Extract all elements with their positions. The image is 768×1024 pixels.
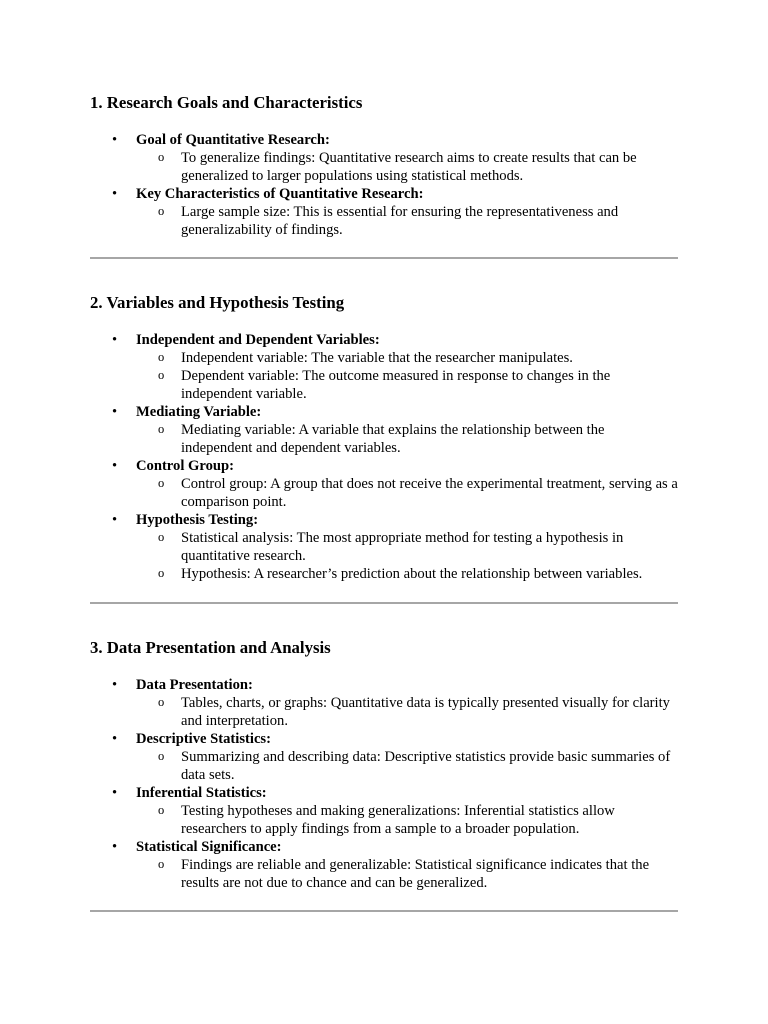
section-3 — [90, 638, 678, 892]
bullet-label: • Mediating Variable: — [136, 404, 262, 420]
sub-item: o Hypothesis: A researcher’s prediction about the relationship between variables. — [136, 565, 678, 583]
bullet-label: • Inferential Statistics: — [136, 785, 267, 801]
bullet-label: • Data Presentation: — [136, 677, 253, 693]
sub-list — [136, 149, 678, 185]
sub-item: o Testing hypotheses and making generalizations: Inferential statistics allow researchers to apply findings from a sample to a broader population. — [136, 802, 678, 838]
section-2 — [90, 293, 678, 583]
bullet-item — [90, 131, 678, 185]
section-1 — [90, 93, 678, 239]
bullet-item — [90, 185, 678, 239]
bullet-label: • Statistical Significance: — [136, 839, 282, 855]
sub-list — [136, 475, 678, 511]
bullet-item — [90, 838, 678, 892]
section-heading: 3. Data Presentation and Analysis — [90, 638, 331, 657]
sub-list — [136, 802, 678, 838]
sub-list — [136, 421, 678, 457]
horizontal-rule — [90, 257, 678, 259]
sub-item: o Control group: A group that does not receive the experimental treatment, serving as a comparison point. — [136, 475, 678, 511]
bullet-label: • Goal of Quantitative Research: — [136, 132, 330, 148]
sub-item: o Large sample size: This is essential for ensuring the representativeness and generalizability of findings. — [136, 203, 678, 239]
bullet-item — [90, 457, 678, 511]
bullet-label: • Key Characteristics of Quantitative Research: — [136, 186, 424, 202]
bullet-item — [90, 784, 678, 838]
sub-list — [136, 203, 678, 239]
sub-item: o Findings are reliable and generalizable: Statistical significance indicates that the results are not due to chance and can be generalized. — [136, 856, 678, 892]
section-heading: 2. Variables and Hypothesis Testing — [90, 293, 345, 312]
sub-item: o Summarizing and describing data: Descriptive statistics provide basic summaries of data sets. — [136, 748, 678, 784]
bullet-label: • Descriptive Statistics: — [136, 731, 271, 747]
sub-list — [136, 349, 678, 403]
bullet-item — [90, 511, 678, 583]
bullet-label: • Independent and Dependent Variables: — [136, 332, 380, 348]
sub-item: o Statistical analysis: The most appropriate method for testing a hypothesis in quantitative research. — [136, 529, 678, 565]
bullet-label: • Hypothesis Testing: — [136, 512, 259, 528]
bullet-list — [90, 331, 678, 583]
bullet-item — [90, 331, 678, 403]
sub-item: o Independent variable: The variable that the researcher manipulates. — [136, 349, 678, 367]
sub-item: o To generalize findings: Quantitative research aims to create results that can be generalized to larger populations using statistical methods. — [136, 149, 678, 185]
bullet-item — [90, 676, 678, 730]
section-heading: 1. Research Goals and Characteristics — [90, 93, 363, 112]
bullet-label: • Control Group: — [136, 458, 234, 474]
bullet-list — [90, 131, 678, 239]
bullet-item — [90, 730, 678, 784]
sub-item: o Dependent variable: The outcome measured in response to changes in the independent variable. — [136, 367, 678, 403]
bullet-item — [90, 403, 678, 457]
sub-item: o Tables, charts, or graphs: Quantitative data is typically presented visually for clarity and interpretation. — [136, 694, 678, 730]
sub-list — [136, 694, 678, 730]
sub-item: o Mediating variable: A variable that explains the relationship between the independent and dependent variables. — [136, 421, 678, 457]
bullet-list — [90, 676, 678, 892]
horizontal-rule — [90, 910, 678, 912]
sub-list — [136, 748, 678, 784]
sub-list — [136, 529, 678, 583]
horizontal-rule — [90, 602, 678, 604]
sub-list — [136, 856, 678, 892]
